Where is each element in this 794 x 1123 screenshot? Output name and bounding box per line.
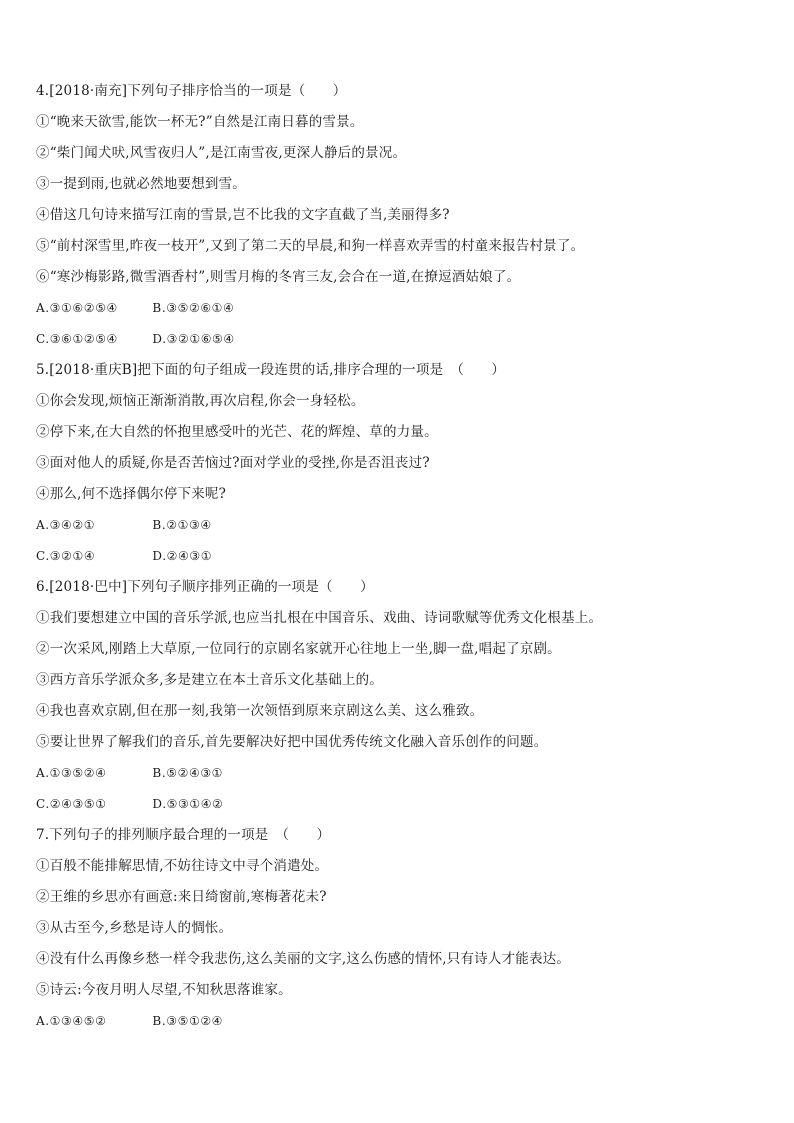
sentence-item: ②王维的乡思亦有画意:来日绮窗前,寒梅著花未? xyxy=(36,889,327,905)
question-header: 4.[2018·南充]下列句子排序恰当的一项是（ ） xyxy=(36,83,347,99)
answer-options-row xyxy=(36,762,766,793)
sentence-item: ①百般不能排解思情,不妨往诗文中寻个消遣处。 xyxy=(36,858,329,874)
sentence-item: ⑤诗云:今夜月明人尽望,不知秋思落谁家。 xyxy=(36,982,292,998)
answer-option-b: B.③⑤②⑥①④ xyxy=(152,301,235,315)
question-4 xyxy=(36,80,766,359)
answer-option-d: D.②④③① xyxy=(152,549,213,563)
answer-option-a: A.①③⑤②④ xyxy=(36,766,107,780)
answer-option-a: A.③④②① xyxy=(36,518,96,532)
sentence-item: ④那么,何不选择偶尔停下来呢? xyxy=(36,486,227,502)
sentence-item: ③一提到雨,也就必然地要想到雪。 xyxy=(36,176,246,192)
sentence-item: ②停下来,在大自然的怀抱里感受叶的光芒、花的辉煌、草的力量。 xyxy=(36,424,438,440)
question-header: 6.[2018·巴中]下列句子顺序排列正确的一项是（ ） xyxy=(36,579,374,595)
sentence-item: ⑥“寒沙梅影路,微雪酒香村”,则雪月梅的冬宵三友,会合在一道,在撩逗酒姑娘了。 xyxy=(36,269,521,285)
document-page xyxy=(36,80,766,1041)
sentence-item: ①我们要想建立中国的音乐学派,也应当扎根在中国音乐、戏曲、诗词歌赋等优秀文化根基上。 xyxy=(36,610,603,626)
answer-options-row xyxy=(36,328,766,359)
answer-option-c: C.③⑥①②⑤④ xyxy=(36,332,118,346)
sentence-item: ③西方音乐学派众多,多是建立在本土音乐文化基础上的。 xyxy=(36,672,383,688)
answer-options-row xyxy=(36,1010,766,1041)
sentence-item: ①你会发现,烦恼正渐渐消散,再次启程,你会一身轻松。 xyxy=(36,393,365,409)
answer-option-d: D.③②①⑥⑤④ xyxy=(152,332,235,346)
answer-option-b: B.⑤②④③① xyxy=(152,766,224,780)
sentence-item: ②“柴门闻犬吠,风雪夜归人”,是江南雪夜,更深人静后的景况。 xyxy=(36,145,407,161)
sentence-item: ③面对他人的质疑,你是否苦恼过?面对学业的受挫,你是否沮丧过? xyxy=(36,455,430,471)
question-header: 5.[2018·重庆B]把下面的句子组成一段连贯的话,排序合理的一项是 （ ） xyxy=(36,362,506,378)
answer-options-row xyxy=(36,297,766,328)
sentence-item: ④借这几句诗来描写江南的雪景,岂不比我的文字直截了当,美丽得多? xyxy=(36,207,450,223)
answer-options-row xyxy=(36,545,766,576)
answer-option-d: D.⑤③①④② xyxy=(152,797,224,811)
question-6 xyxy=(36,576,766,824)
question-header: 7.下列句子的排列顺序最合理的一项是 （ ） xyxy=(36,827,331,843)
question-5 xyxy=(36,359,766,576)
sentence-item: ⑤要让世界了解我们的音乐,首先要解决好把中国优秀传统文化融入音乐创作的问题。 xyxy=(36,734,548,750)
answer-option-c: C.③②①④ xyxy=(36,549,96,563)
sentence-item: ④我也喜欢京剧,但在那一刻,我第一次领悟到原来京剧这么美、这么雅致。 xyxy=(36,703,484,719)
answer-options-row xyxy=(36,793,766,824)
answer-option-a: A.③①⑥②⑤④ xyxy=(36,301,118,315)
answer-options-row xyxy=(36,514,766,545)
question-7 xyxy=(36,824,766,1041)
sentence-item: ③从古至今,乡愁是诗人的惆怅。 xyxy=(36,920,233,936)
answer-option-a: A.①③④⑤② xyxy=(36,1014,107,1028)
answer-option-c: C.②④③⑤① xyxy=(36,797,107,811)
sentence-item: ①“晚来天欲雪,能饮一杯无?”自然是江南日暮的雪景。 xyxy=(36,114,364,130)
sentence-item: ②一次采风,刚踏上大草原,一位同行的京剧名家就开心往地上一坐,脚一盘,唱起了京剧。 xyxy=(36,641,561,657)
sentence-item: ⑤“前村深雪里,昨夜一枝开”,又到了第二天的早晨,和狗一样喜欢弄雪的村童来报告村景了。 xyxy=(36,238,585,254)
answer-option-b: B.②①③④ xyxy=(152,518,212,532)
sentence-item: ④没有什么再像乡愁一样令我悲伤,这么美丽的文字,这么伤感的情怀,只有诗人才能表达。 xyxy=(36,951,571,967)
answer-option-b: B.③⑤①②④ xyxy=(152,1014,224,1028)
